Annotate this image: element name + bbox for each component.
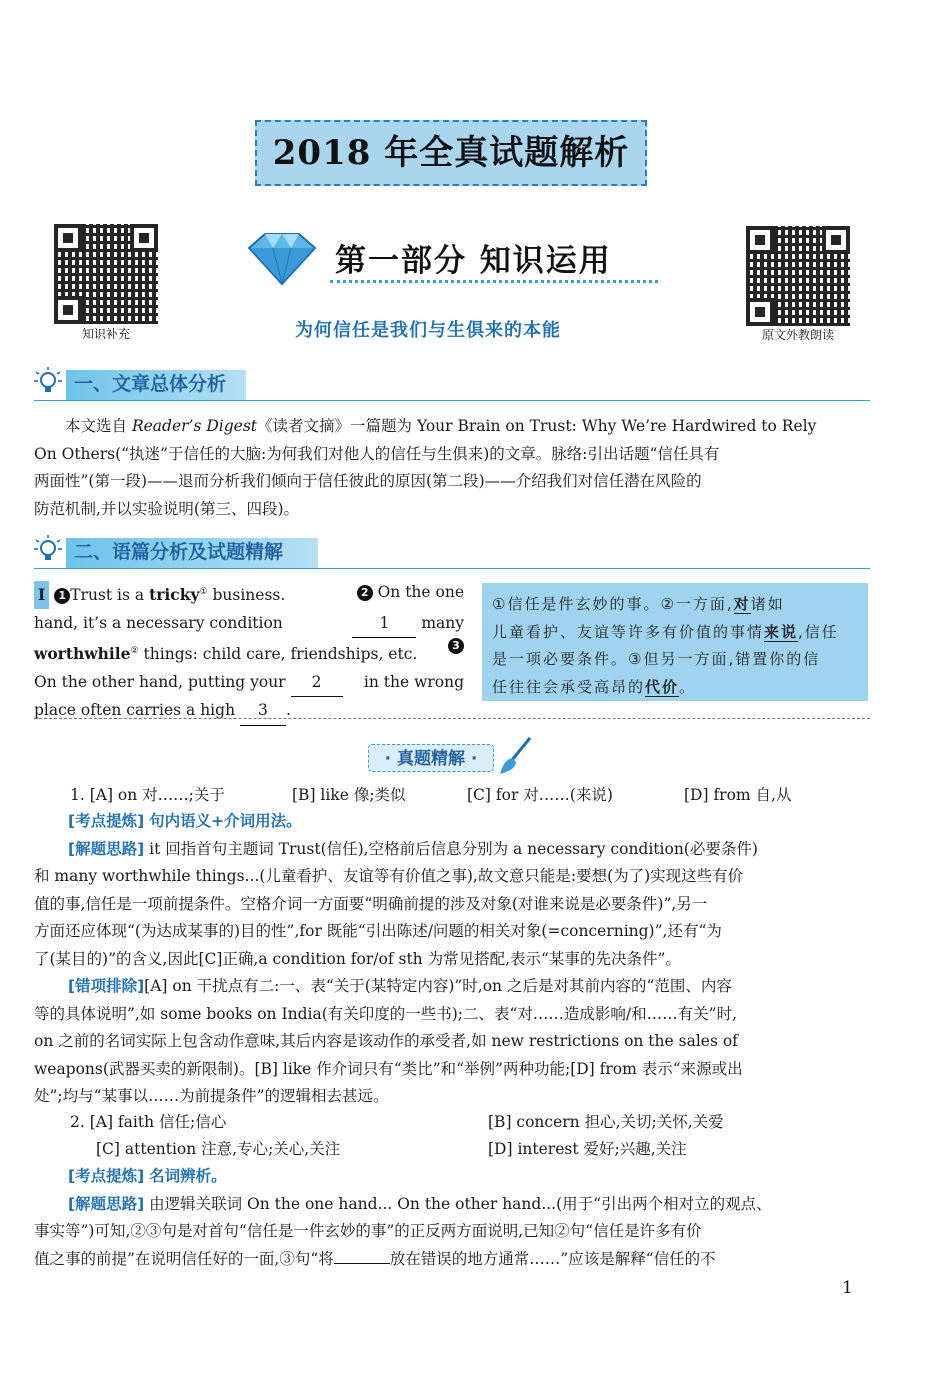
q1-option-c[interactable]: [C] for 对……(来说) [467,786,613,804]
q2-option-b[interactable]: [B] concern 担心,关切;关怀,关爱 [488,1113,724,1131]
source-title: Reader’s Digest [131,417,258,435]
q1-options [70,782,870,809]
q2-option-c[interactable]: [C] attention 注意,专心;关心,关注 [96,1140,341,1158]
intro-line-3: 两面性”(第一段)——退而分析我们倾向于信任彼此的原因(第二段)——介绍我们对信任潜在风险的 [34,472,702,490]
lightbulb-icon [34,367,62,397]
section2-header-bar [66,538,318,568]
sentence-number: 3 [448,638,464,654]
qr-code-right [746,226,850,326]
passage-paragraph-1 [34,579,464,726]
brush-icon [498,736,534,776]
section2-heading: 二、语篇分析及试题精解 [74,541,284,563]
main-title-box [255,120,647,186]
section1-rule [34,400,870,401]
q2-kd-label: [考点提炼] [68,1167,145,1185]
passage-line: worthwhile② things: child care, friendships, etc. 3 [34,638,464,669]
q1-kd-text: 句内语义+介词用法。 [149,812,302,830]
q1-option-a[interactable]: 1. [A] on 对……;关于 [70,786,225,804]
q2-option-d[interactable]: [D] interest 爱好;兴趣,关注 [488,1140,687,1158]
passage-line: hand, it’s a necessary condition 1 many [34,610,464,639]
blank-2[interactable]: 2 [291,669,343,698]
article-subtitle: 为何信任是我们与生俱来的本能 [295,320,561,341]
q2-options-row1 [70,1109,870,1136]
vocab-worthwhile: worthwhile [34,644,131,664]
passage-line: Ⅰ 1 Trust is a tricky① business. 2 On the one [34,579,464,610]
intro-text-cont: 《读者文摘》一篇题为 Your Brain on Trust: Why We’re Hardwired to Rely [257,417,817,435]
vocab-tricky: tricky [149,585,200,605]
q1-cx-label: [错项排除] [68,977,145,995]
blank-3[interactable]: 3 [240,697,286,726]
page-number: 1 [842,1278,853,1298]
diamond-icon [245,230,319,286]
q1-option-b[interactable]: [B] like 像;类似 [292,786,406,804]
section1-heading: 一、文章总体分析 [74,373,227,395]
q2-options-row2 [96,1136,866,1163]
dotted-divider [330,280,658,283]
section1-body [34,413,870,523]
blank-1[interactable]: 1 [352,610,416,639]
passage-line: place often carries a high 3 . [34,697,464,726]
sentence-number: 2 [357,585,373,601]
q1-kd-label: [考点提炼] [68,812,145,830]
intro-line-2: On Others(“执迷”于信任的大脑:为何我们对他人的信任与生俱来)的文章。脉络:引出话题“信任具有 [34,444,720,463]
q2-kd-text: 名词辨析。 [149,1167,227,1185]
answer-analysis-label: · 真题精解 · [368,744,494,772]
paragraph-roman-numeral: Ⅰ [34,581,49,609]
intro-line-4: 防范机制,并以实验说明(第三、四段)。 [34,499,300,518]
sentence-number: 1 [54,588,70,604]
section1-header-bar [66,370,246,400]
qr-right-caption: 原文外教朗读 [761,328,834,342]
q2-option-a[interactable]: 2. [A] faith 信任;信心 [70,1113,227,1131]
q1-jt-label: [解题思路] [68,839,145,858]
dashed-divider [34,718,870,719]
part-title: 第一部分 知识运用 [335,243,612,279]
qr-left-caption: 知识补充 [81,327,130,341]
q2-jt-label: [解题思路] [68,1194,145,1213]
inline-blank [334,1263,390,1264]
qr-code-left [54,224,158,324]
main-title: 2018 年全真试题解析 [272,133,630,173]
section2-rule [34,568,870,569]
q1-analysis: [考点提炼] 句内语义+介词用法。 [解题思路] it 回指首句主题词 Trust(信任),空格前后信息分别为 a necessary condition(必要条件) 和 many worthwhile things...(儿童看护、友谊等有价值之事),故文意只能是:要想(为了)实现这些有价 值的事,信任是一项前提条件。空格介词一方面要“明确前提的涉及对象(对谁来说是必要条件)”,另一 方面还应体现“(为达成某事的)目的性”,for 既能“引出陈述/问题的相关对象(=concerning)”,还有“为 了(某目的)”的含义,因此[C]正确,a condition for/of sth 为常见搭配,表示“某事的先决条件”。 [错项排除][A] on 干扰点有二:一、表“关于(某特定内容)”时,on 之后是对其前内容的“范围、内容 等的具体说明”,如 some books on India(有关印度的一些书);二、表“对……造成影响/和……有关”时, on 之前的名词实际上包含动作意味,其后内容是该动作的承受者,如 new restrictions on the sales of weapons(武器买卖的新限制)。[B] like 作介词只有“类比”和“举例”两种功能;[D] from 表示“来源或出 处”;均与“某事以……为前提条件”的逻辑相去甚远。 [34,812,758,1105]
q2-analysis: [考点提炼] 名词辨析。 [解题思路] 由逻辑关联词 On the one hand... On the other hand...(用于“引出两个相对立的观点、 事实等”)可知,②③句是对首句“信任是一件玄妙的事”的正反两方面说明,已知②句“信任是许多有价 值之事的前提”在说明信任好的一面,③句“将 放在错误的地方通常……”应该是解释“信任的不 [34,1167,772,1268]
q1-option-d[interactable]: [D] from 自,从 [684,786,792,804]
passage-line: On the other hand, putting your 2 in the wrong [34,669,464,698]
intro-text: 本文选自 [65,417,128,435]
translation-box: ①信任是件玄妙的事。②一方面,对诸如 儿童看护、友谊等许多有价值的事情来说,信任 是一项必要条件。③但另一方面,错置你的信 任往往会承受高昂的代价。 [482,583,868,701]
lightbulb-icon [34,535,62,565]
